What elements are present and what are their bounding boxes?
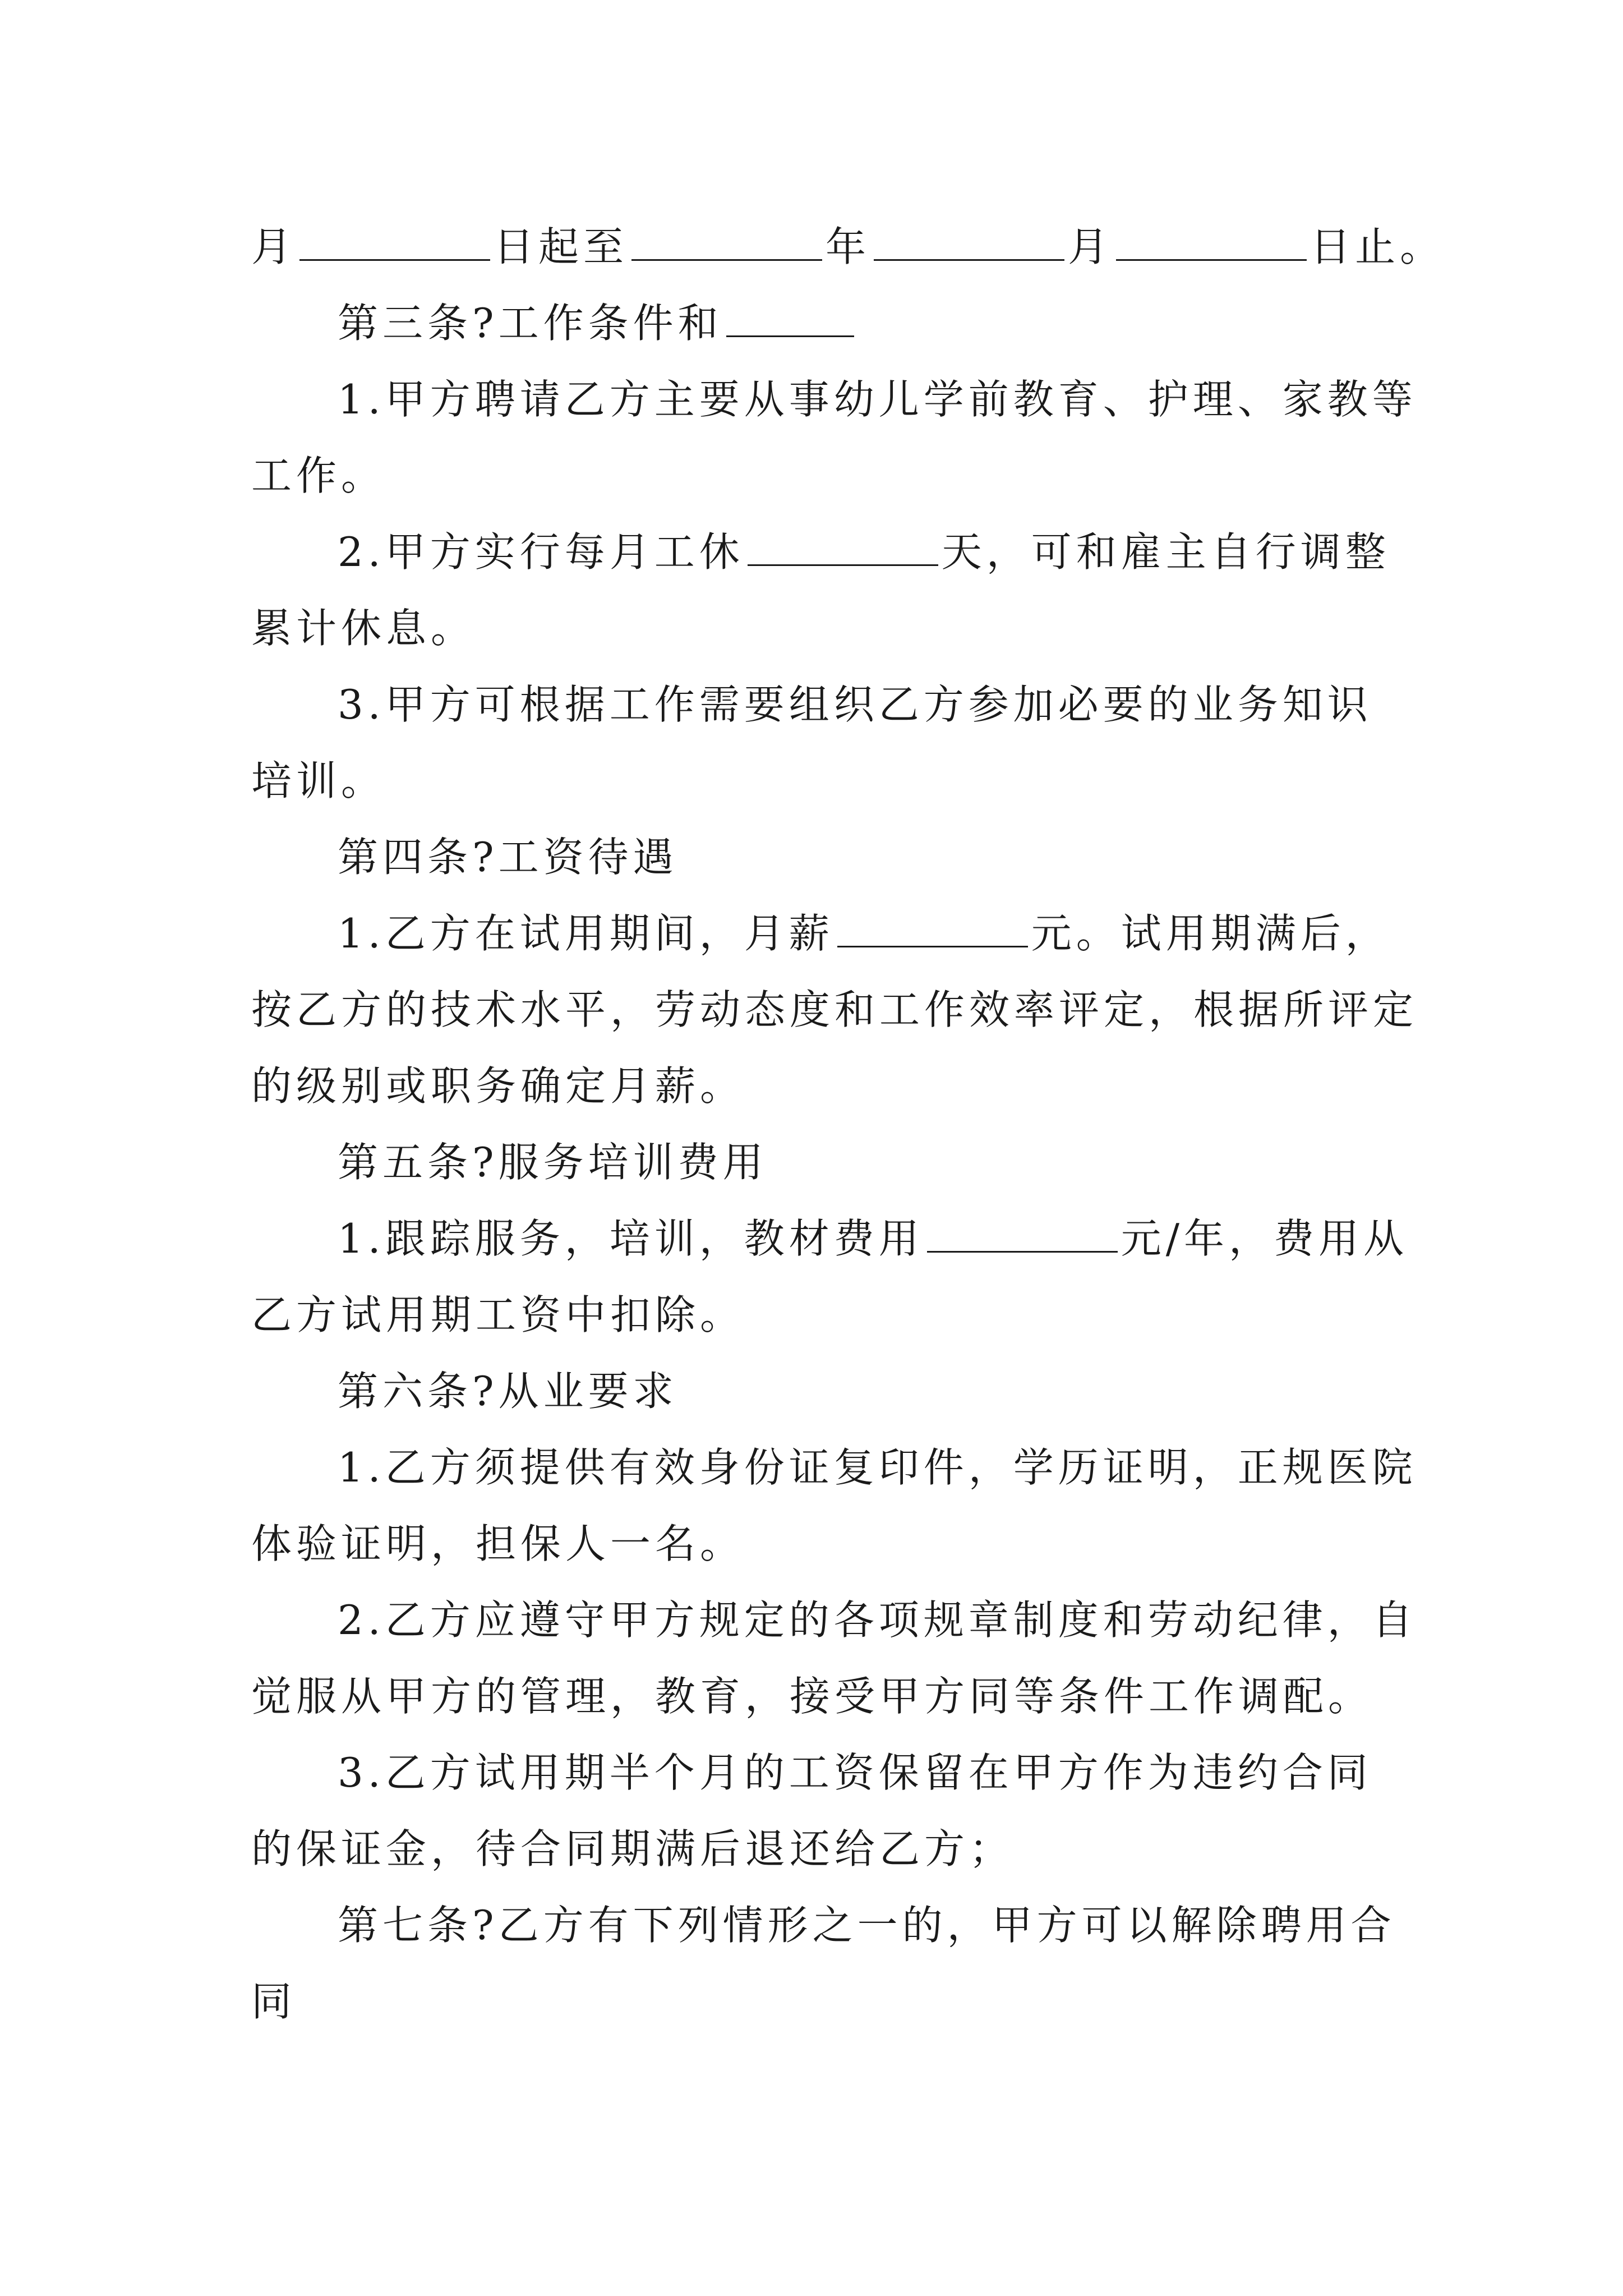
article-6-item-3 — [251, 1734, 1418, 1811]
article-5-item-1 — [251, 1200, 1418, 1277]
blank-monthly-salary — [837, 917, 1028, 947]
article-3-item-1-cont — [251, 438, 1418, 514]
article-7-heading-cont — [251, 1963, 1418, 2040]
article-3-heading-text: 第三条?工作条件和 — [338, 300, 723, 347]
article-4-item-1-text-b: 元。试用期满后， — [1031, 910, 1390, 957]
article-7-heading-cont-text: 同 — [251, 1978, 297, 2025]
date-month-end-label: 月 — [1068, 223, 1113, 270]
article-3-item-2-text-a: 2.甲方实行每月工休 — [338, 528, 744, 576]
article-7-heading — [251, 1887, 1418, 1963]
article-4-item-1-text-a: 1.乙方在试用期间，月薪 — [338, 910, 834, 957]
article-6-item-3-cont — [251, 1811, 1418, 1887]
article-3-item-1 — [251, 361, 1418, 438]
document-body — [251, 209, 1445, 2040]
article-7-heading-text: 第七条?乙方有下列情形之一的，甲方可以解除聘用合 — [338, 1902, 1396, 1949]
article-5-item-1-cont — [251, 1277, 1418, 1353]
article-6-item-2-text: 2.乙方应遵守甲方规定的各项规章制度和劳动纪律，自 — [338, 1596, 1417, 1644]
article-4-item-1-cont-2 — [251, 1048, 1418, 1124]
article-6-item-1-cont-text: 体验证明，担保人一名。 — [251, 1520, 745, 1567]
article-4-heading — [251, 819, 1418, 895]
article-3-item-3-cont — [251, 743, 1418, 819]
article-3-item-2-text-b: 天，可和雇主自行调整 — [941, 528, 1390, 576]
article-3-heading — [251, 285, 1418, 361]
blank-day-start — [299, 230, 490, 261]
article-3-item-3 — [251, 666, 1418, 743]
article-3-item-2-cont — [251, 590, 1418, 666]
article-6-item-3-text: 3.乙方试用期半个月的工资保留在甲方作为违约合同 — [338, 1749, 1372, 1796]
article-3-item-3-text: 3.甲方可根据工作需要组织乙方参加必要的业务知识 — [338, 681, 1372, 728]
article-6-item-1-text: 1.乙方须提供有效身份证复印件，学历证明，正规医院 — [338, 1444, 1417, 1491]
article-4-item-1-cont-text: 按乙方的技术水平，劳动态度和工作效率评定，根据所评定 — [251, 986, 1418, 1033]
article-3-item-2 — [251, 514, 1418, 590]
article-6-heading-text: 第六条?从业要求 — [338, 1368, 678, 1415]
article-3-item-1-cont-text: 工作。 — [251, 452, 386, 499]
date-from-to-label: 日起至 — [494, 223, 629, 270]
article-3-item-1-text: 1.甲方聘请乙方主要从事幼儿学前教育、护理、家教等 — [338, 376, 1417, 423]
article-4-item-1-cont — [251, 972, 1418, 1048]
article-6-item-1-cont — [251, 1506, 1418, 1582]
article-5-item-1-text-b: 元/年，费用从 — [1121, 1215, 1408, 1262]
article-4-item-1-cont-2-text: 的级别或职务确定月薪。 — [251, 1062, 745, 1110]
date-year-label: 年 — [826, 223, 871, 270]
article-3-item-2-cont-text: 累计休息。 — [251, 605, 476, 652]
blank-month-end — [874, 230, 1064, 261]
article-6-item-2-cont-text: 觉服从甲方的管理，教育，接受甲方同等条件工作调配。 — [251, 1673, 1373, 1720]
article-5-item-1-text-a: 1.跟踪服务，培训，教材费用 — [338, 1215, 924, 1262]
blank-day-end — [1116, 230, 1307, 261]
article-4-item-1 — [251, 895, 1418, 972]
article-6-item-1 — [251, 1429, 1418, 1506]
blank-rest-days — [748, 535, 938, 566]
article-6-item-2 — [251, 1582, 1418, 1658]
blank-article-3-heading — [726, 306, 854, 337]
article-5-item-1-cont-text: 乙方试用期工资中扣除。 — [251, 1291, 745, 1338]
article-6-item-2-cont — [251, 1658, 1418, 1734]
article-3-item-3-cont-text: 培训。 — [251, 757, 386, 804]
blank-year-end — [631, 230, 822, 261]
date-month-label: 月 — [251, 223, 297, 270]
date-end-label: 日止。 — [1310, 223, 1445, 270]
date-range-line — [251, 209, 1445, 285]
article-6-heading — [251, 1353, 1418, 1429]
blank-training-fee — [927, 1222, 1118, 1253]
article-4-heading-text: 第四条?工资待遇 — [338, 834, 678, 881]
article-5-heading — [251, 1124, 1418, 1200]
article-6-item-3-cont-text: 的保证金，待合同期满后退还给乙方； — [251, 1825, 1015, 1872]
article-5-heading-text: 第五条?服务培训费用 — [338, 1139, 768, 1186]
